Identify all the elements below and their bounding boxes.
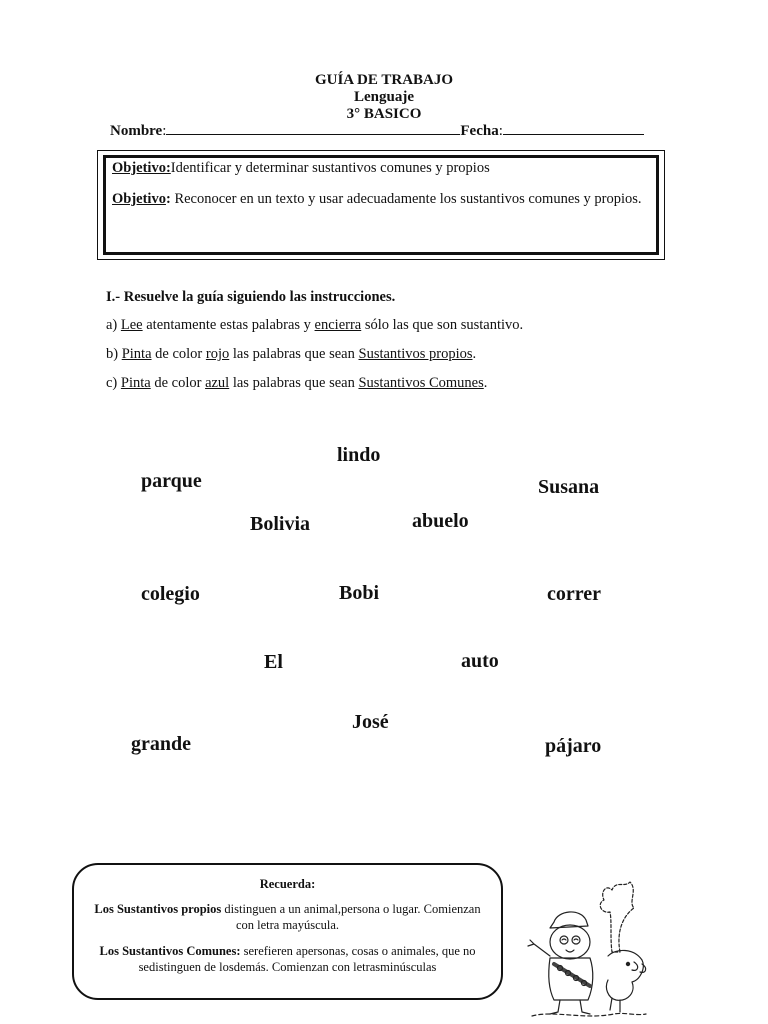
objective-2: Objetivo: Reconocer en un texto y usar adecuadamente los sustantivos comunes y propios. bbox=[112, 191, 642, 207]
instruction-c: c) Pinta de color azul las palabras que sean Sustantivos Comunes. bbox=[106, 375, 488, 391]
instructions-title: I.- Resuelve la guía siguiendo las instrucciones. bbox=[106, 289, 396, 305]
word-correr[interactable]: correr bbox=[547, 583, 602, 605]
instruction-b: b) Pinta de color rojo las palabras que sean Sustantivos propios. bbox=[106, 346, 477, 362]
objectives-inner bbox=[103, 155, 659, 255]
word-bolivia[interactable]: Bolivia bbox=[250, 513, 311, 535]
cartoon-illustration bbox=[524, 860, 648, 1020]
word-grande[interactable]: grande bbox=[131, 733, 191, 755]
remember-box bbox=[72, 863, 503, 1000]
objective-1: Objetivo:Identificar y determinar sustantivos comunes y propios bbox=[112, 160, 490, 176]
remember-title: Recuerda: bbox=[259, 877, 316, 891]
name-date-line: Nombre: Fecha: bbox=[110, 120, 644, 140]
common-noun-rule: Los Sustantivos Comunes: serefieren apersonas, cosas o animales, que no sedistinguen de losdemás. Comienzan con letrasminúsculas bbox=[99, 944, 476, 974]
name-blank[interactable] bbox=[166, 120, 460, 135]
date-blank[interactable] bbox=[503, 120, 644, 135]
proper-noun-rule: Los Sustantivos propios distinguen a un animal,persona o lugar. Comienzan con letra mayúscula. bbox=[94, 902, 481, 932]
word-susana[interactable]: Susana bbox=[538, 476, 600, 498]
subject-title: Lenguaje bbox=[354, 89, 414, 105]
worksheet-title: GUÍA DE TRABAJO bbox=[314, 72, 454, 88]
word-abuelo[interactable]: abuelo bbox=[412, 510, 469, 532]
objectives-box bbox=[97, 150, 665, 260]
word-lindo[interactable]: lindo bbox=[337, 444, 381, 466]
word-bobi[interactable]: Bobi bbox=[339, 582, 380, 604]
date-label: Fecha bbox=[460, 123, 499, 139]
word-colegio[interactable]: colegio bbox=[141, 583, 200, 605]
grade-title: 3° BASICO bbox=[346, 106, 422, 122]
word-jose[interactable]: José bbox=[352, 711, 389, 733]
word-parque[interactable]: parque bbox=[141, 470, 202, 492]
word-auto[interactable]: auto bbox=[461, 650, 499, 672]
word-pajaro[interactable]: pájaro bbox=[545, 735, 602, 757]
word-el[interactable]: El bbox=[264, 651, 283, 673]
instruction-a: a) Lee atentamente estas palabras y encierra sólo las que son sustantivo. bbox=[106, 317, 524, 333]
name-label: Nombre bbox=[110, 123, 163, 139]
